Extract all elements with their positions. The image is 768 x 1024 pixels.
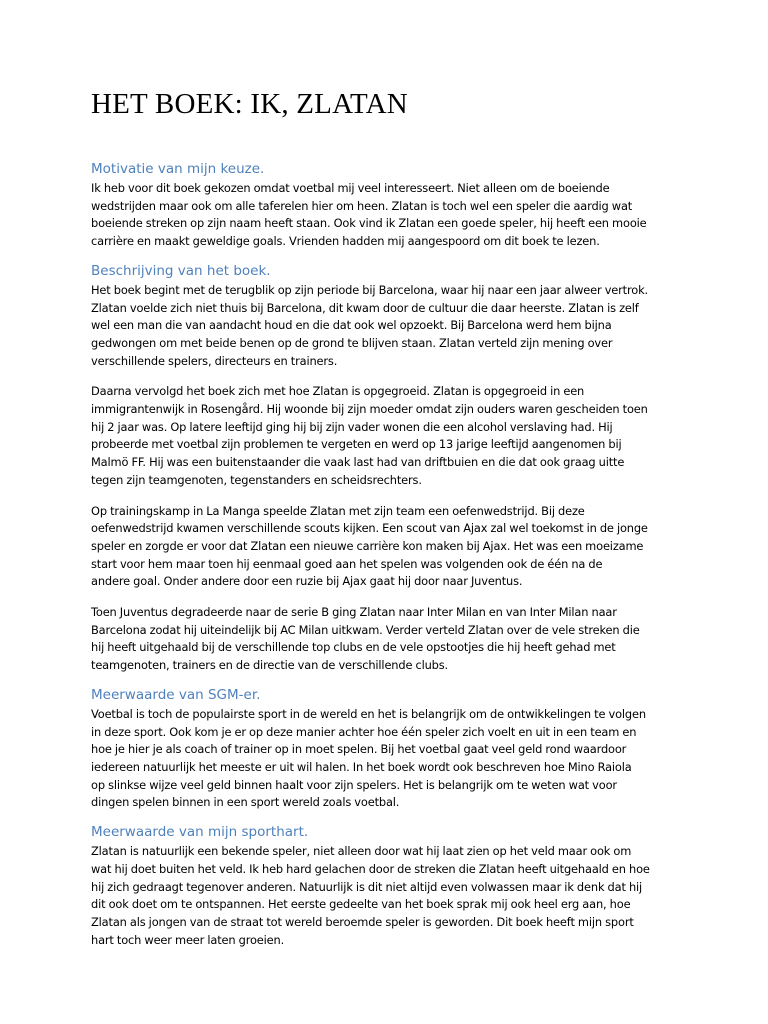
text-line: hart toch weer meer laten groeien. — [91, 932, 285, 947]
paragraph — [91, 843, 681, 949]
text-line: Ik heb voor dit boek gekozen omdat voetbal mij veel interesseert. Niet alleen om de boeiende — [91, 181, 610, 195]
section-heading: Motivatie van mijn keuze. — [91, 161, 265, 177]
text-line: dit ook doet om te ontspannen. Het eerste gedeelte van het boek sprak mij ook heel erg aan, hoe — [91, 897, 631, 912]
text-line: immigrantenwijk in Rosengård. Hij woonde bij zijn moeder omdat zijn ouders waren gescheiden toen — [91, 402, 648, 417]
text-line: wat hij doet buiten het veld. Ik heb hard gelachen door de streken die Zlatan heeft uitgehaald en hoe — [91, 861, 650, 876]
text-line: wel een man die van aandacht houd en die dat ook wel opzoekt. Bij Barcelona werd hem bijna — [91, 318, 612, 333]
text-line: Daarna vervolgd het boek zich met hoe Zlatan is opgegroeid. Zlatan is opgegroeid in een — [91, 384, 585, 399]
text-line: Toen Juventus degradeerde naar de serie B ging Zlatan naar Inter Milan en van Inter Milan naar — [91, 605, 617, 620]
text-line: carrière en maakt geweldige goals. Vrienden hadden mij aangespoord om dit boek te lezen. — [91, 234, 600, 249]
text-line: verschillende spelers, directeurs en trainers. — [91, 353, 338, 368]
section-heading: Meerwaarde van mijn sporthart. — [91, 824, 309, 841]
paragraph — [91, 604, 681, 675]
paragraph — [91, 180, 681, 251]
text-line: Het boek begint met de terugblik op zijn periode bij Barcelona, waar hij naar een jaar alweer vertrok. — [91, 282, 649, 297]
page-title: HET BOEK: IK, ZLATAN — [91, 88, 408, 120]
text-line: teamgenoten, trainers en de directie van de verschillende clubs. — [91, 658, 449, 673]
paragraph — [91, 282, 681, 371]
text-line: iedereen natuurlijk het meeste er uit wil halen. In het boek wordt ook beschreven hoe Mino Raiola — [91, 759, 632, 774]
text-line: Zlatan voelde zich niet thuis bij Barcelona, dit kwam door de cultuur die daar heerste. Zlatan is zelf — [91, 300, 639, 315]
text-line: hij 2 jaar was. Op latere leeftijd ging hij bij zijn vader wonen die een alcohol verslaving had. Hij — [91, 419, 613, 434]
paragraph — [91, 383, 681, 489]
text-line: oefenwedstrijd kwamen verschillende scouts kijken. Een scout van Ajax zal wel toekomst in de jonge — [91, 521, 648, 536]
text-line: start voor hem maar toen hij eenmaal goed aan het spelen was volgenden ook de één na de — [91, 556, 603, 571]
text-line: boeiende streken op zijn naam heeft staan. Ook vind ik Zlatan een goede speler, hij heeft een mooie — [91, 216, 647, 231]
text-line: in deze sport. Ook kom je er op deze manier achter hoe één speler zich voelt en uit in een team en — [91, 724, 637, 739]
text-line: Barcelona zodat hij uiteindelijk bij AC Milan uitkwam. Verder verteld Zlatan over de vele streken die — [91, 622, 640, 637]
text-line: probeerde met voetbal zijn problemen te vergeten en werd op 13 jarige leeftijd aangenomen bij — [91, 437, 622, 452]
text-line: tegen zijn teamgenoten, tegenstanders en scheidsrechters. — [91, 472, 422, 487]
text-line: gedwongen om met beide benen op de grond te blijven staan. Zlatan verteld zijn mening over — [91, 335, 613, 350]
text-line: Zlatan als jongen van de straat tot wereld beroemde speler is geworden. Dit boek heeft mijn sport — [91, 914, 634, 929]
paragraph — [91, 706, 681, 812]
text-line: hoe je hier je als coach of trainer op in moet spelen. Bij het voetbal gaat veel geld rond waardoor — [91, 742, 627, 757]
text-line: Malmö FF. Hij was een buitenstaander die vaak last had van driftbuien en die dat ook graag uitte — [91, 455, 625, 470]
text-line: Zlatan is natuurlijk een bekende speler, niet alleen door wat hij laat zien op het veld maar ook om — [91, 844, 632, 859]
text-line: Op trainingskamp in La Manga speelde Zlatan met zijn team een oefenwedstrijd. Bij deze — [91, 503, 585, 518]
text-line: Voetbal is toch de populairste sport in de wereld en het is belangrijk om de ontwikkelingen te volgen — [91, 706, 646, 721]
text-line: op slinkse wijze veel geld binnen haalt voor zijn spelers. Het is belangrijk om te weten wat voor — [91, 777, 617, 792]
text-line: andere goal. Onder andere door een ruzie bij Ajax gaat hij door naar Juventus. — [91, 574, 523, 589]
text-line: dingen spelen binnen in een sport wereld zoals voetbal. — [91, 795, 400, 810]
document-body — [91, 160, 681, 949]
text-line: wedstrijden maar ook om alle taferelen hier om heen. Zlatan is toch wel een speler die aardig wat — [91, 198, 633, 213]
section-heading: Beschrijving van het boek. — [91, 262, 271, 279]
section-heading: Meerwaarde van SGM-er. — [91, 686, 261, 703]
document-page — [91, 84, 681, 960]
text-line: hij heeft uitgehaald bij de verschillende top clubs en de vele opstootjes die hij heeft gehad met — [91, 640, 616, 655]
text-line: speler en zorgde er voor dat Zlatan een nieuwe carrière kon maken bij Ajax. Het was een moeizame — [91, 538, 644, 553]
paragraph — [91, 503, 681, 592]
text-line: hij zich gedraagt tegenover anderen. Natuurlijk is dit niet altijd even volwassen maar ik denk dat hij — [91, 879, 643, 894]
